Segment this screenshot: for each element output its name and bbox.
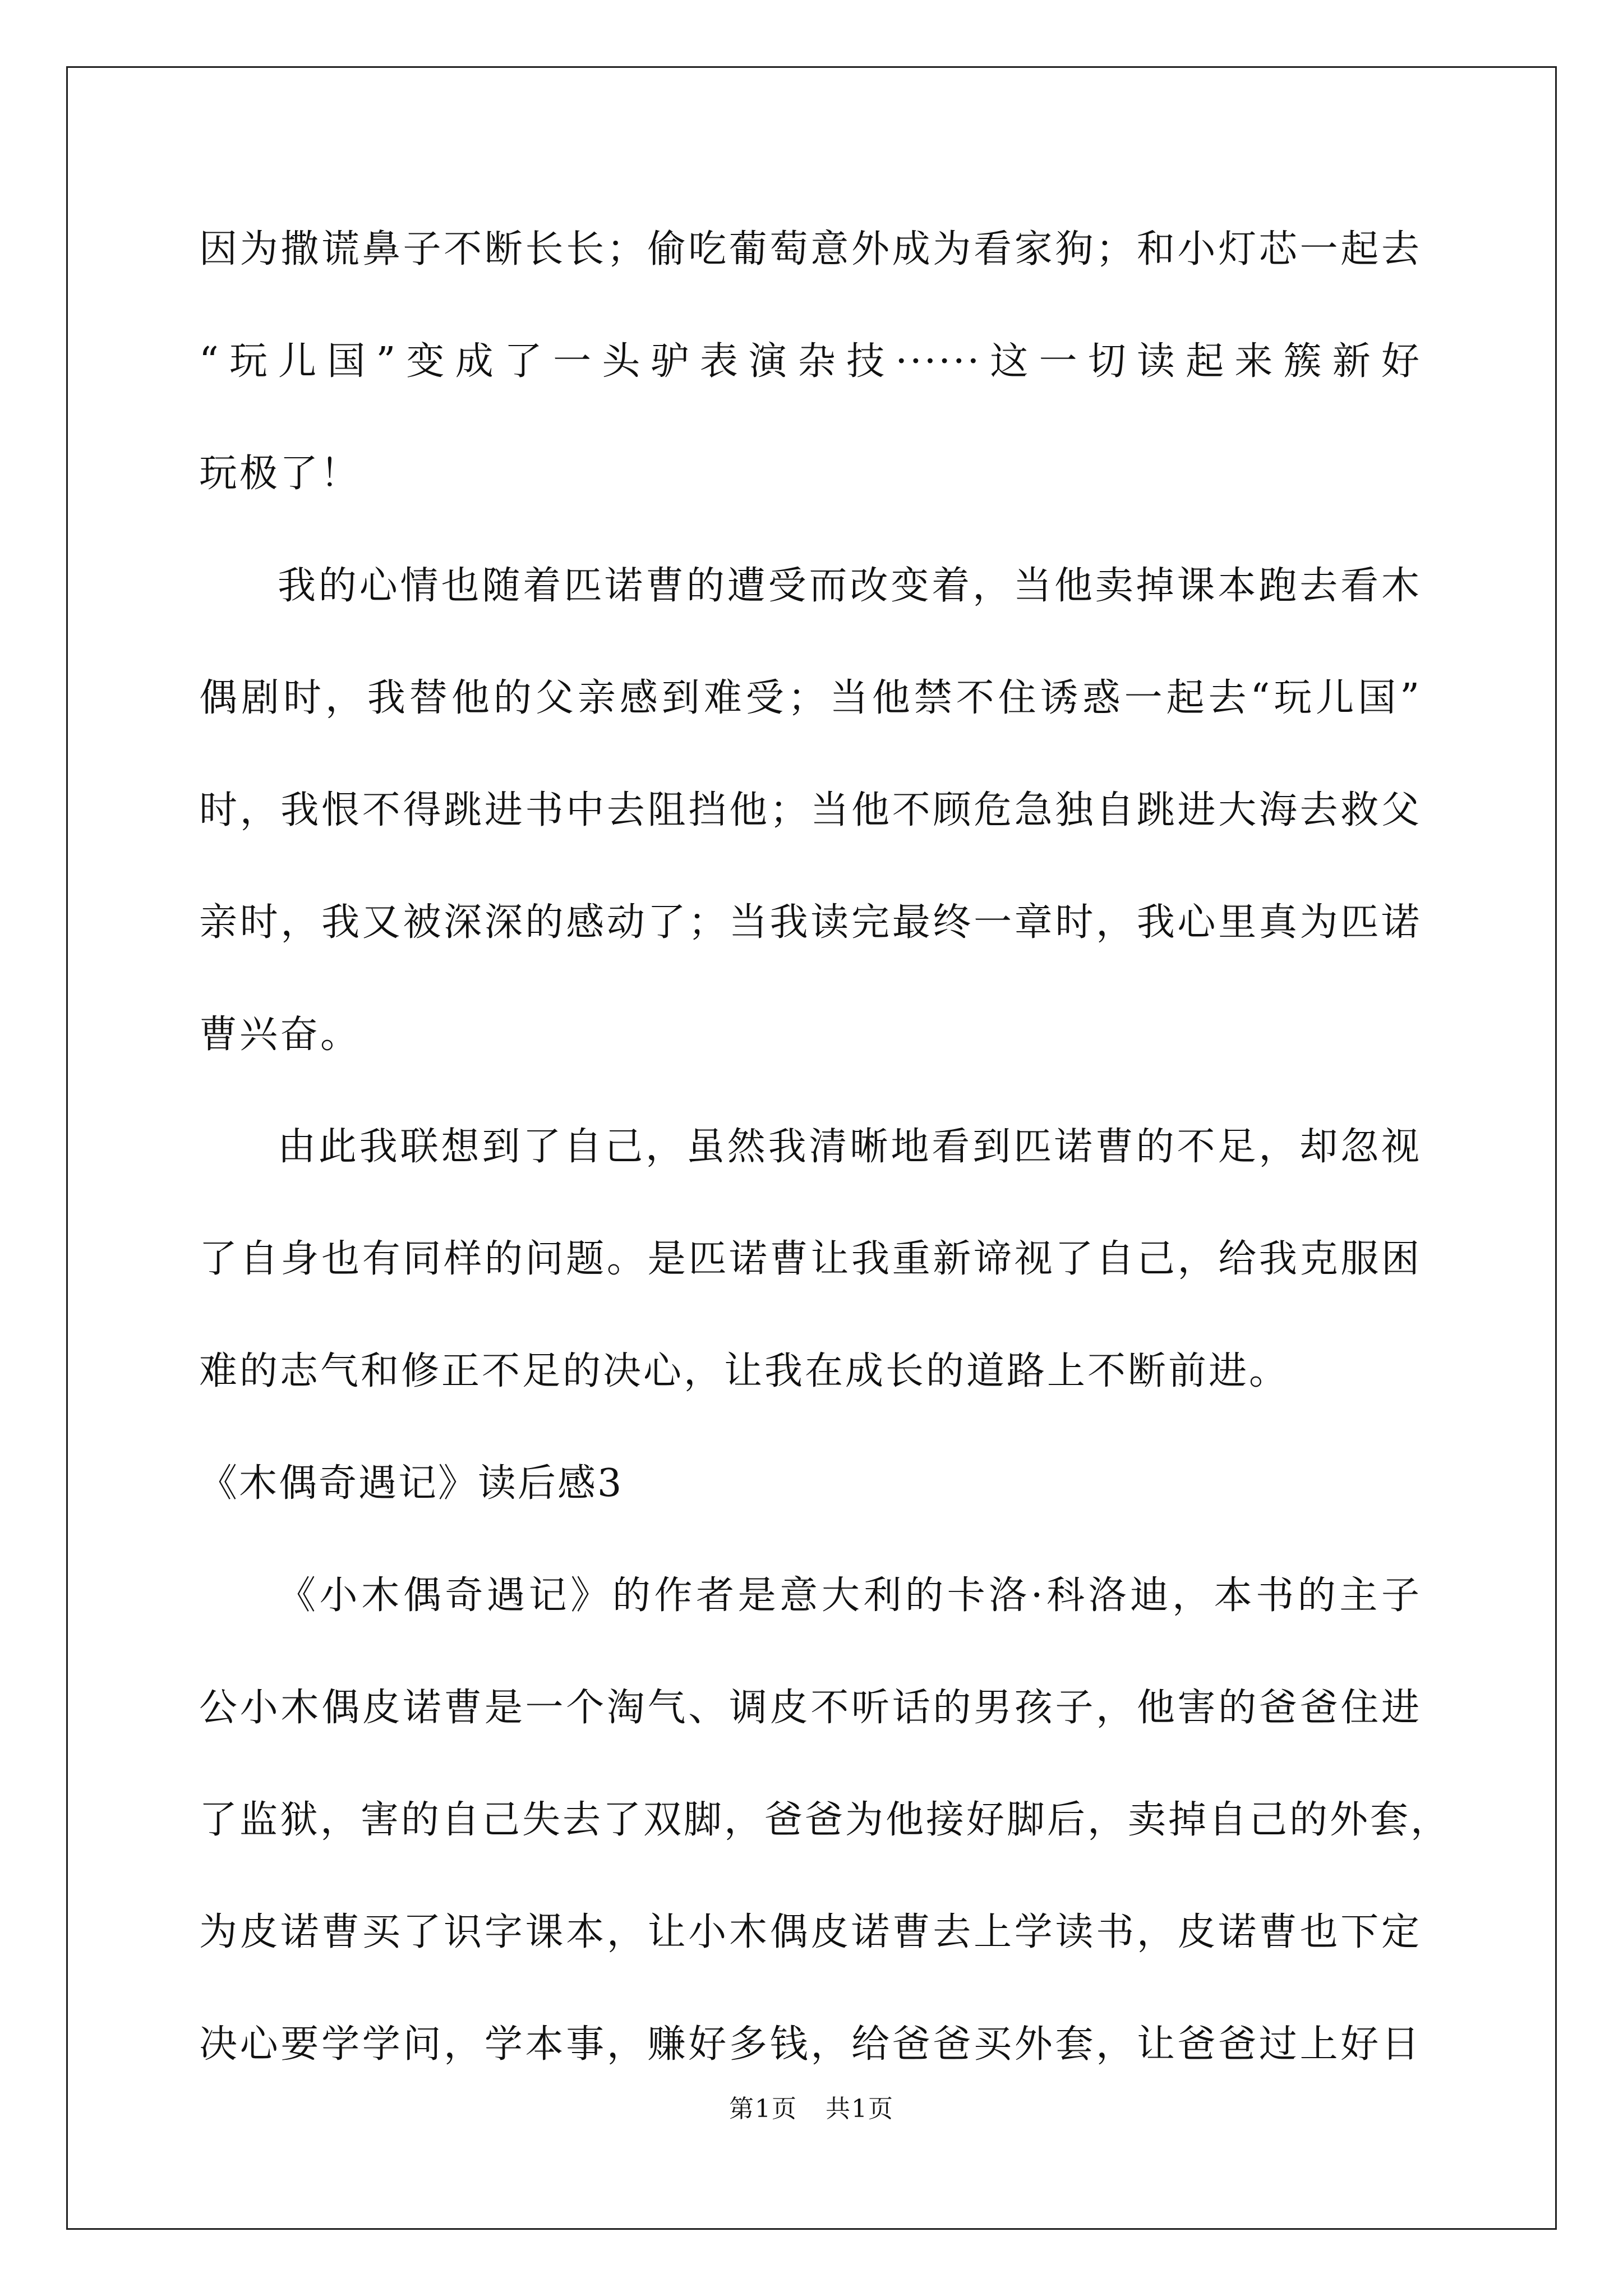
paragraph-line: 决心要学学问，学本事，赚好多钱，给爸爸买外套，让爸爸过上好日 [199,2022,1422,2067]
paragraph-line: 偶剧时，我替他的父亲感到难受；当他禁不住诱惑一起去“玩儿国” [199,676,1422,720]
document-body [199,216,1451,2123]
page-footer [0,2092,1623,2126]
paragraph-line: “玩儿国”变成了一头驴表演杂技······这一切读起来簇新好 [199,339,1422,384]
paragraph-line: 玩极了！ [199,452,361,496]
paragraph-line: 了监狱，害的自己失去了双脚，爸爸为他接好脚后，卖掉自己的外套， [199,1798,1451,1842]
section-heading: 《木偶奇遇记》读后感3 [199,1461,624,1506]
paragraph-line: 《小木偶奇遇记》的作者是意大利的卡洛·科洛迪，本书的主子 [278,1573,1422,1618]
paragraph-line: 曹兴奋。 [199,1013,361,1057]
page-number: 第1页 [729,2095,797,2123]
paragraph-line: 我的心情也随着匹诺曹的遭受而改变着，当他卖掉课本跑去看木 [278,564,1422,608]
paragraph-line: 难的志气和修正不足的决心，让我在成长的道路上不断前进。 [199,1349,1290,1393]
paragraph-line: 为皮诺曹买了识字课本，让小木偶皮诺曹去上学读书，皮诺曹也下定 [199,1910,1422,1954]
paragraph-line: 亲时，我又被深深的感动了；当我读完最终一章时，我心里真为匹诺 [199,900,1422,945]
paragraph-line: 由此我联想到了自己，虽然我清晰地看到匹诺曹的不足，却忽视 [278,1125,1422,1169]
paragraph-line: 公小木偶皮诺曹是一个淘气、调皮不听话的男孩子，他害的爸爸住进 [199,1686,1422,1730]
paragraph-line: 了自身也有同样的问题。是匹诺曹让我重新谛视了自己，给我克服困 [199,1237,1422,1281]
paragraph-line: 因为撒谎鼻子不断长长；偷吃葡萄意外成为看家狗；和小灯芯一起去 [199,227,1422,272]
page-total: 共1页 [826,2095,894,2123]
paragraph-line: 时，我恨不得跳进书中去阻挡他；当他不顾危急独自跳进大海去救父 [199,788,1422,832]
